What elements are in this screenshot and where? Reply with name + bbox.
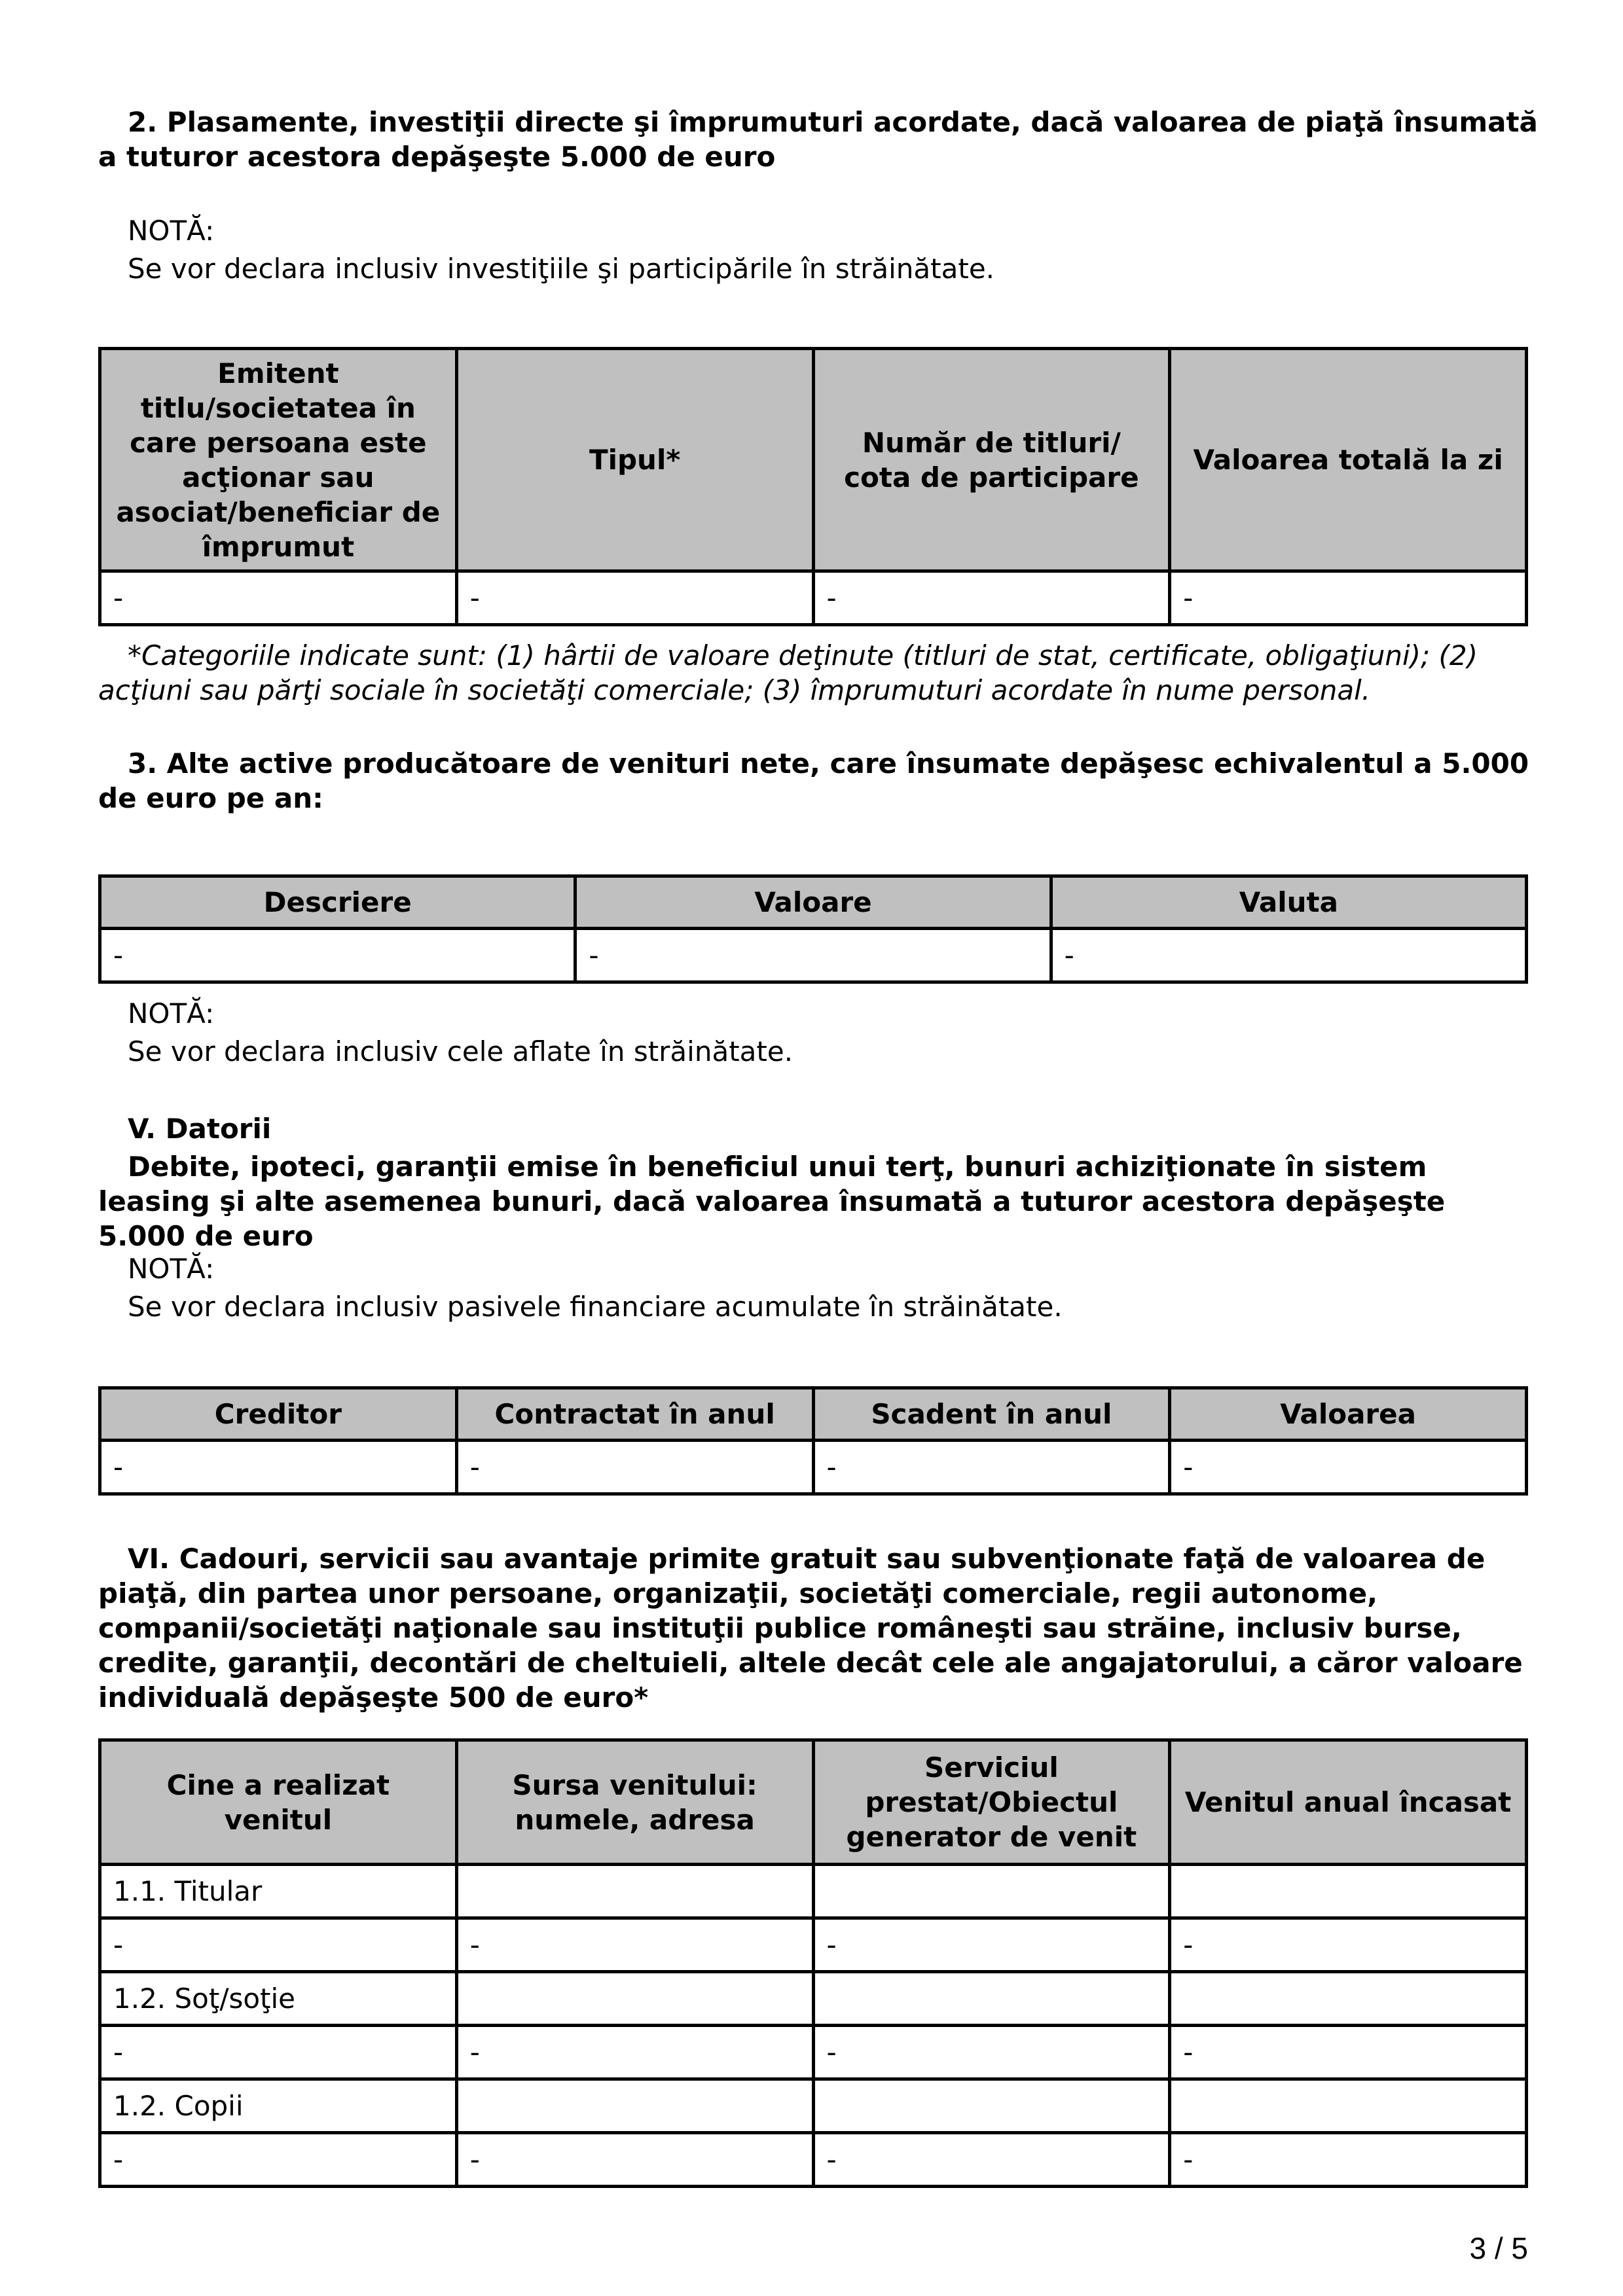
section2-footnote: *Categoriile indicate sunt: (1) hârtii de valoare deţinute (titluri de stat, certificate, obligaţiuni); (2) acţiuni sau părţi sociale în societăţi comerciale; (3) împrumuturi acordate în nume personal. [98,639,1478,706]
col-header-serviciul: Serviciul prestat/Obiectul generator de venit [813,1740,1170,1865]
col-header-valuta: Valuta [1051,876,1526,929]
col-header-cine: Cine a realizat venitul [100,1740,457,1865]
col-header-creditor: Creditor [100,1388,457,1441]
table-cell [1170,2079,1527,2133]
section2-heading: 2. Plasamente, investiţii directe şi împrumuturi acordate, dacă valoarea de piaţă însumată a tuturor acestora depăşeşte 5.000 de euro [98,106,1538,173]
table-cell [813,1972,1170,2026]
table-cell: - [1170,1441,1527,1494]
table-cell: - [456,571,813,625]
group-label-sot-sotie: 1.2. Soţ/soţie [100,1972,457,2026]
section5-heading: Debite, ipoteci, garanţii emise în beneficiul unui terţ, bunuri achiziţionate în sistem leasing şi alte asemenea bunuri, dacă valoarea însumată a tuturor acestora depăşeşte 5.000 de euro [98,1151,1446,1252]
table-cell [813,2079,1170,2133]
page-number: 3 / 5 [1469,2231,1528,2265]
table-cell: - [1170,571,1527,625]
table-row [100,571,1527,625]
table-cell: - [813,2133,1170,2187]
table-cell: - [456,1441,813,1494]
gifts-table [98,1738,1528,2188]
table-cell: - [1051,929,1526,982]
section2-note-text: Se vor declara inclusiv investiţiile şi participările în străinătate. [128,253,995,285]
table-cell: - [813,571,1170,625]
table-cell: - [1170,2026,1527,2079]
col-header-tipul: Tipul* [456,349,813,571]
section3-heading: 3. Alte active producătoare de venituri nete, care însumate depăşesc echivalentul a 5.000 de euro pe an: [98,747,1529,814]
group-label-copii: 1.2. Copii [100,2079,457,2133]
col-header-venitul: Venitul anual încasat [1170,1740,1527,1865]
table-row [100,1972,1527,2026]
section5-note-label: NOTĂ: [128,1253,215,1285]
col-header-contractat: Contractat în anul [456,1388,813,1441]
col-header-sursa: Sursa venitului: numele, adresa [456,1740,813,1865]
group-label-titular: 1.1. Titular [100,1865,457,1918]
table-cell [456,1972,813,2026]
other-assets-table [98,874,1528,984]
debts-table [98,1386,1528,1496]
table-row [100,929,1527,982]
table-cell [813,1865,1170,1918]
table-cell: - [813,1441,1170,1494]
table-cell: - [100,571,457,625]
col-header-valoarea: Valoarea [1170,1388,1527,1441]
table-row [100,2133,1527,2187]
section5-title: V. Datorii [128,1113,272,1145]
col-header-valoare: Valoare [575,876,1051,929]
section6-heading: VI. Cadouri, servicii sau avantaje primite gratuit sau subvenţionate faţă de valoarea de piaţă, din partea unor persoane, organizaţii, societăţi comerciale, regii autonome, companii/societăţi naţionale sau instituţii publice româneşti sau străine, inclusiv burse, credite, garanţii, decontări de cheltuieli, altele decât cele ale angajatorului, a căror valoare individuală depăşeşte 500 de euro* [98,1543,1523,1713]
table-cell: - [456,2133,813,2187]
table-cell: - [100,929,575,982]
table-cell: - [100,1441,457,1494]
table-cell: - [1170,1918,1527,1972]
table-cell: - [456,1918,813,1972]
table-row [100,1441,1527,1494]
table-cell: - [100,2133,457,2187]
table-cell [1170,1972,1527,2026]
section3-note-text: Se vor declara inclusiv cele aflate în străinătate. [128,1035,793,1067]
section5-note-text: Se vor declara inclusiv pasivele financiare acumulate în străinătate. [128,1291,1063,1323]
table-row [100,2026,1527,2079]
col-header-emitent: Emitent titlu/societatea în care persoana este acţionar sau asociat/beneficiar de împrumut [100,349,457,571]
table-row [100,2079,1527,2133]
table-cell [1170,1865,1527,1918]
table-cell: - [575,929,1051,982]
col-header-scadent: Scadent în anul [813,1388,1170,1441]
table-cell: - [813,2026,1170,2079]
section3-note-label: NOTĂ: [128,997,215,1030]
table-cell [456,1865,813,1918]
table-row [100,1918,1527,1972]
table-cell: - [813,1918,1170,1972]
table-cell [456,2079,813,2133]
col-header-valoarea-totala: Valoarea totală la zi [1170,349,1527,571]
table-cell: - [456,2026,813,2079]
table-cell: - [100,1918,457,1972]
section2-note-label: NOTĂ: [128,215,215,247]
col-header-numar-titluri: Număr de titluri/ cota de participare [813,349,1170,571]
table-cell: - [100,2026,457,2079]
col-header-descriere: Descriere [100,876,575,929]
table-row [100,1865,1527,1918]
investments-table [98,347,1528,626]
table-cell: - [1170,2133,1527,2187]
